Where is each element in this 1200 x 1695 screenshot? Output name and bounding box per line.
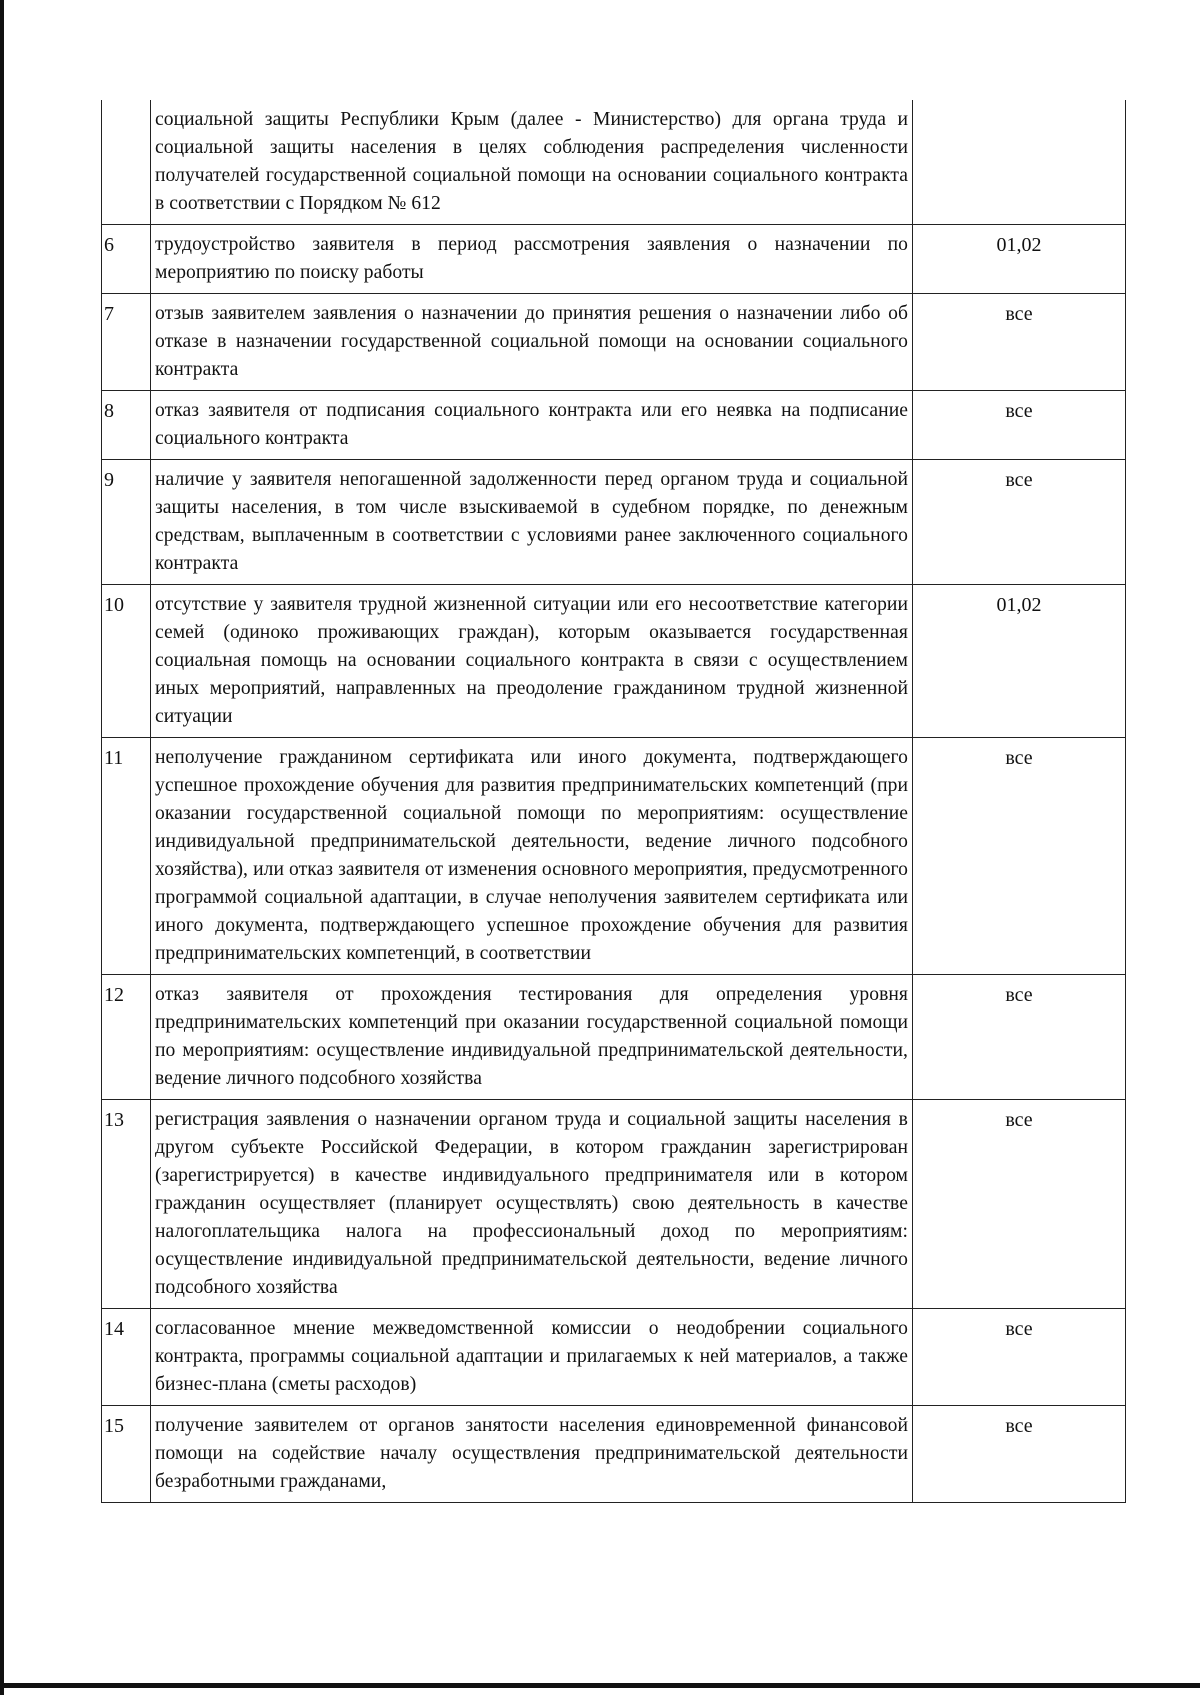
- row-number: 6: [102, 225, 151, 294]
- row-text: отказ заявителя от прохождения тестирования для определения уровня предпринимательских компетенций при оказании государственной социальной помощи по мероприятиям: осуществление индивидуальной предпринимательской деятельности, ведение личного подсобного хозяйства: [151, 975, 913, 1100]
- table-row: [102, 294, 1126, 391]
- row-category: все: [913, 738, 1126, 975]
- row-text: отсутствие у заявителя трудной жизненной ситуации или его несоответствие категории семей (одиноко проживающих граждан), которым оказывается государственная социальная помощь на основании социального контракта в связи с осуществлением иных мероприятий, направленных на преодоление гражданином трудной жизненной ситуации: [151, 585, 913, 738]
- table-row: [102, 391, 1126, 460]
- row-number: 13: [102, 1100, 151, 1309]
- row-text: трудоустройство заявителя в период рассмотрения заявления о назначении по мероприятию по поиску работы: [151, 225, 913, 294]
- table-row: [102, 1406, 1126, 1503]
- table-row: [102, 460, 1126, 585]
- row-number: 11: [102, 738, 151, 975]
- table-row: [102, 1100, 1126, 1309]
- row-category: все: [913, 460, 1126, 585]
- table-row: [102, 585, 1126, 738]
- row-number: [102, 100, 151, 225]
- refusal-grounds-table: [101, 100, 1126, 1503]
- row-number: 9: [102, 460, 151, 585]
- row-number: 14: [102, 1309, 151, 1406]
- table-row: [102, 225, 1126, 294]
- row-number: 12: [102, 975, 151, 1100]
- row-number: 10: [102, 585, 151, 738]
- row-text: социальной защиты Республики Крым (далее - Министерство) для органа труда и социальной защиты населения в целях соблюдения распределения численности получателей государственной социальной помощи на основании социального контракта в соответствии с Порядком № 612: [151, 100, 913, 225]
- page-left-border: [0, 0, 4, 1695]
- row-category: все: [913, 1406, 1126, 1503]
- row-number: 7: [102, 294, 151, 391]
- row-category: все: [913, 1100, 1126, 1309]
- row-text: неполучение гражданином сертификата или иного документа, подтверждающего успешное прохождение обучения для развития предпринимательских компетенций (при оказании государственной социальной помощи по мероприятиям: осуществление индивидуальной предпринимательской деятельности, ведение личного подсобного хозяйства), или отказ заявителя от изменения основного мероприятия, предусмотренного программой социальной адаптации, в случае неполучения заявителем сертификата или иного документа, подтверждающего успешное прохождение обучения для развития предпринимательских компетенций, в соответствии: [151, 738, 913, 975]
- document-page: [101, 100, 1112, 1503]
- table-row: [102, 100, 1126, 225]
- row-text: получение заявителем от органов занятости населения единовременной финансовой помощи на содействие началу осуществления предпринимательской деятельности безработными гражданами,: [151, 1406, 913, 1503]
- table-row: [102, 738, 1126, 975]
- row-category: все: [913, 975, 1126, 1100]
- row-category: все: [913, 1309, 1126, 1406]
- row-category: 01,02: [913, 585, 1126, 738]
- row-text: наличие у заявителя непогашенной задолженности перед органом труда и социальной защиты населения, в том числе взыскиваемой в судебном порядке, по денежным средствам, выплаченным в соответствии с условиями ранее заключенного социального контракта: [151, 460, 913, 585]
- row-category: 01,02: [913, 225, 1126, 294]
- row-text: регистрация заявления о назначении органом труда и социальной защиты населения в другом субъекте Российской Федерации, в котором гражданин зарегистрирован (зарегистрируется) в качестве индивидуального предпринимателя или в котором гражданин осуществляет (планирует осуществлять) свою деятельность в качестве налогоплательщика налога на профессиональный доход по мероприятиям: осуществление индивидуальной предпринимательской деятельности, ведение личного подсобного хозяйства: [151, 1100, 913, 1309]
- table-row: [102, 1309, 1126, 1406]
- row-category: все: [913, 391, 1126, 460]
- row-category: [913, 100, 1126, 225]
- row-category: все: [913, 294, 1126, 391]
- row-number: 15: [102, 1406, 151, 1503]
- row-text: согласованное мнение межведомственной комиссии о неодобрении социального контракта, программы социальной адаптации и прилагаемых к ней материалов, а также бизнес-плана (сметы расходов): [151, 1309, 913, 1406]
- row-number: 8: [102, 391, 151, 460]
- row-text: отзыв заявителем заявления о назначении до принятия решения о назначении либо об отказе в назначении государственной социальной помощи на основании социального контракта: [151, 294, 913, 391]
- row-text: отказ заявителя от подписания социального контракта или его неявка на подписание социального контракта: [151, 391, 913, 460]
- page-bottom-border: [0, 1683, 1200, 1688]
- table-row: [102, 975, 1126, 1100]
